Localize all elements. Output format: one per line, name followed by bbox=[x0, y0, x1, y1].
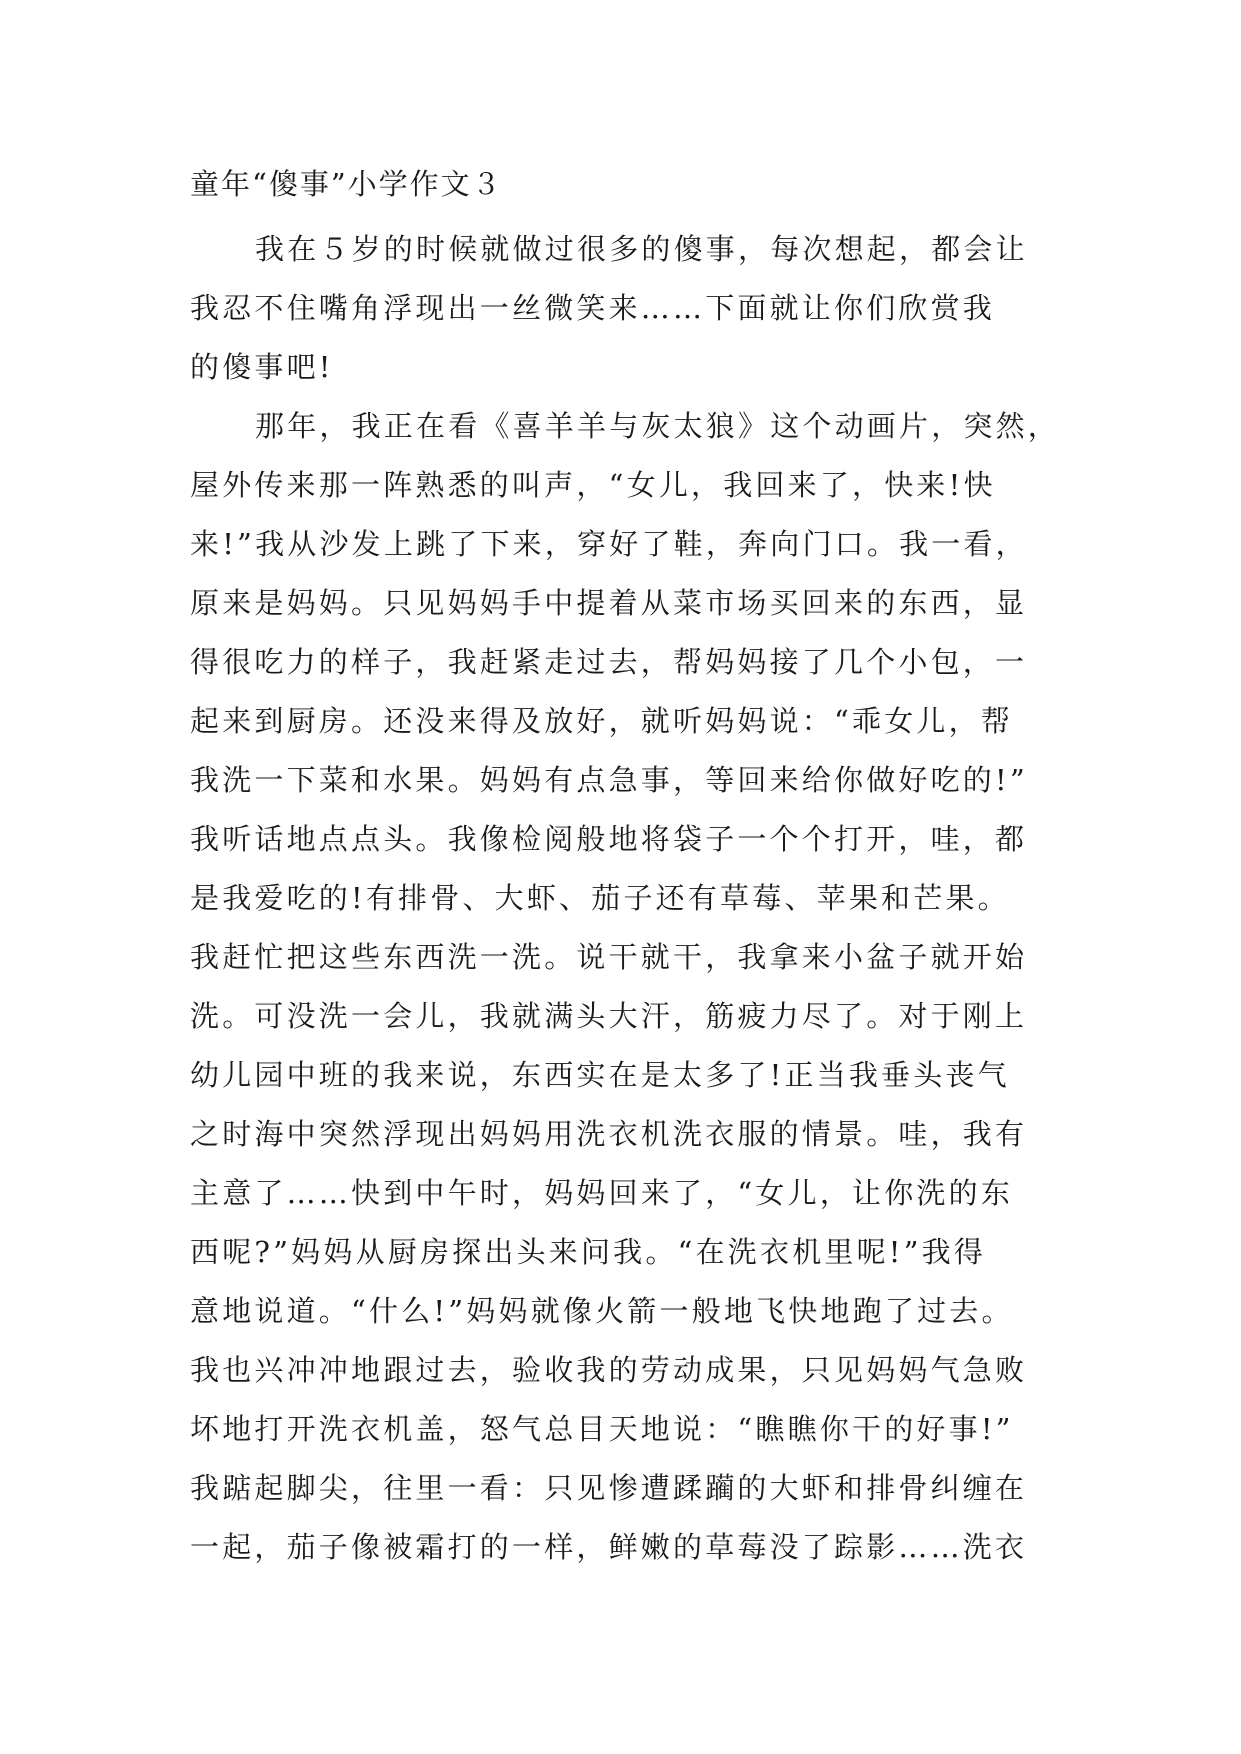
paragraph-1-line-1: 我在５岁的时候就做过很多的傻事，每次想起，都会让 bbox=[255, 232, 1028, 266]
paragraph-1-line-2: 我忍不住嘴角浮现出一丝微笑来……下面就让你们欣赏我 bbox=[190, 291, 996, 325]
paragraph-2-line-4: 原来是妈妈。只见妈妈手中提着从菜市场买回来的东西，显 bbox=[190, 586, 1028, 620]
paragraph-2-line-11: 洗。可没洗一会儿，我就满头大汗，筋疲力尽了。对于刚上 bbox=[190, 999, 1028, 1033]
paragraph-2-line-8: 我听话地点点头。我像检阅般地将袋子一个个打开，哇，都 bbox=[190, 822, 1028, 856]
paragraph-2-line-14: 主意了……快到中午时，妈妈回来了，“女儿，让你洗的东 bbox=[190, 1176, 1014, 1210]
paragraph-2-line-15: 西呢?”妈妈从厨房探出头来问我。“在洗衣机里呢!”我得 bbox=[190, 1235, 987, 1269]
paragraph-2-line-19: 我踮起脚尖，往里一看：只见惨遭蹂躏的大虾和排骨纠缠在 bbox=[190, 1471, 1028, 1505]
paragraph-2-line-13: 之时海中突然浮现出妈妈用洗衣机洗衣服的情景。哇，我有 bbox=[190, 1117, 1028, 1151]
paragraph-2-line-1: 那年，我正在看《喜羊羊与灰太狼》这个动画片，突然， bbox=[255, 409, 1061, 443]
paragraph-2-line-18: 坏地打开洗衣机盖，怒气总目天地说：“瞧瞧你干的好事!” bbox=[190, 1412, 1014, 1446]
paragraph-2-line-6: 起来到厨房。还没来得及放好，就听妈妈说：“乖女儿，帮 bbox=[190, 704, 1014, 738]
document-body bbox=[190, 220, 1061, 1577]
paragraph-2-line-3: 来!”我从沙发上跳了下来，穿好了鞋，奔向门口。我一看， bbox=[190, 527, 1028, 561]
document-title: 童年“傻事”小学作文３ bbox=[190, 167, 503, 201]
paragraph-1-line-3: 的傻事吧! bbox=[190, 350, 334, 384]
paragraph-2-line-10: 我赶忙把这些东西洗一洗。说干就干，我拿来小盆子就开始 bbox=[190, 940, 1028, 974]
paragraph-2-line-16: 意地说道。“什么!”妈妈就像火箭一般地飞快地跑了过去。 bbox=[190, 1294, 1014, 1328]
paragraph-2-line-9: 是我爱吃的!有排骨、大虾、茄子还有草莓、苹果和芒果。 bbox=[190, 881, 1010, 915]
paragraph-2-line-5: 得很吃力的样子，我赶紧走过去，帮妈妈接了几个小包，一 bbox=[190, 645, 1028, 679]
paragraph-2-line-7: 我洗一下菜和水果。妈妈有点急事，等回来给你做好吃的!” bbox=[190, 763, 1028, 797]
paragraph-2-line-12: 幼儿园中班的我来说，东西实在是太多了!正当我垂头丧气 bbox=[190, 1058, 1010, 1092]
paragraph-2-line-20: 一起，茄子像被霜打的一样，鲜嫩的草莓没了踪影……洗衣 bbox=[190, 1530, 1028, 1564]
paragraph-2-line-2: 屋外传来那一阵熟悉的叫声，“女儿，我回来了，快来!快 bbox=[190, 468, 996, 502]
paragraph-2-line-17: 我也兴冲冲地跟过去，验收我的劳动成果，只见妈妈气急败 bbox=[190, 1353, 1028, 1387]
